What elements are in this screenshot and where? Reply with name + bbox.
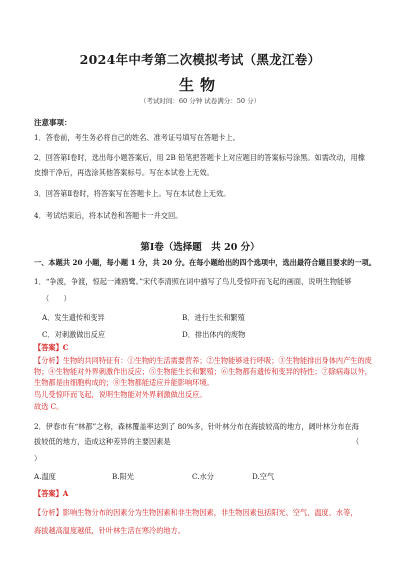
q2-answer: 【答案】A [34, 489, 69, 498]
q1-analysis-line: 鸟儿受惊吓而飞起，说明生物能对外界刺激做出反应。 [34, 390, 207, 399]
q2-paren-open: （ [352, 437, 360, 446]
q2-option-a: A.温度 [34, 472, 56, 481]
exam-meta: （考试时间：60 分钟 试卷满分：50 分） [139, 97, 261, 105]
q1-analysis-line: 故选 C。 [34, 402, 64, 411]
q1-answer: 【答案】C [34, 343, 69, 352]
q2-stem: 2．伊春市有“林都”之称，森林覆盖率达到了 80%多，针叶林分布在海拔较高的地方，阔叶林分布在海 [34, 422, 359, 431]
section-instruction: 一、本题共 20 小题，每小题 1 分，共 20 分。在每小题给出的四个选项中，选出最符合题目要求的一项。 [34, 258, 376, 267]
note-item: 4．考试结束后，将本试卷和答题卡一并交回。 [34, 211, 183, 220]
q1-stem: 1．“争渡，争渡，惊起一滩鸥鹭。”宋代李清照在词中描写了鸟儿受惊吓而飞起的画面，说明生物能够 [34, 277, 352, 286]
q1-option-d: D．排出体内的废物 [182, 330, 246, 339]
q1-analysis-line: 物；④生物能对外界刺激作出反应；⑤生物能生长和繁殖；⑥生物都有遗传和变异的特性；⑦除病毒以外， [34, 367, 372, 376]
q1-stem-paren: （ ） [42, 294, 71, 303]
subject-title: 生物 [178, 76, 221, 94]
q2-analysis-line: 【分析】影响生物分布的因素分为生物因素和非生物因素，非生物因素包括阳光、空气、温度、水等， [34, 508, 358, 517]
q2-paren-close: ） [34, 454, 42, 463]
q2-option-b: B.阳光 [112, 472, 134, 481]
section-title: 第Ⅰ卷（选择题 共 20 分） [140, 242, 260, 253]
q2-option-d: D.空气 [252, 472, 275, 481]
note-item: 2．回答第Ⅰ卷时，选出每小题答案后，用 2B 铅笔把答题卡上对应题目的答案标号涂黑。如需改动，用橡 [34, 153, 365, 162]
q2-analysis-line: 海拔越高温度越低，针叶林生活在寒冷的地方。 [34, 526, 185, 535]
exam-title: 2024年中考第二次模拟考试（黑龙江卷） [79, 52, 321, 67]
note-item: 3．回答第Ⅱ卷时，将答案写在答题卡上。写在本试卷上无效。 [34, 189, 231, 198]
q1-option-b: B．进行生长和繁殖 [182, 313, 245, 322]
q2-stem: 拔较低的地方，造成这种差异的主要因素是 [34, 437, 171, 446]
q1-option-a: A．发生遗传和变异 [42, 313, 105, 322]
note-item: 1．答卷前，考生务必将自己的姓名、准考证号填写在答题卡上。 [34, 133, 240, 142]
q1-analysis-line: 生物都是由细胞构成的；⑧生物都能适应并能影响环境。 [34, 378, 214, 387]
q1-analysis-line: 【分析】生物的共同特征有：①生物的生活需要营养；②生物能够进行呼吸；③生物能排出身体内产生的废 [34, 356, 372, 365]
note-item: 皮擦干净后，再选涂其他答案标号。写在本试卷上无效。 [34, 168, 214, 177]
q1-option-c: C．对刺激做出反应 [42, 330, 106, 339]
q2-option-c: C.水分 [192, 472, 214, 481]
notes-heading: 注意事项： [34, 118, 72, 127]
